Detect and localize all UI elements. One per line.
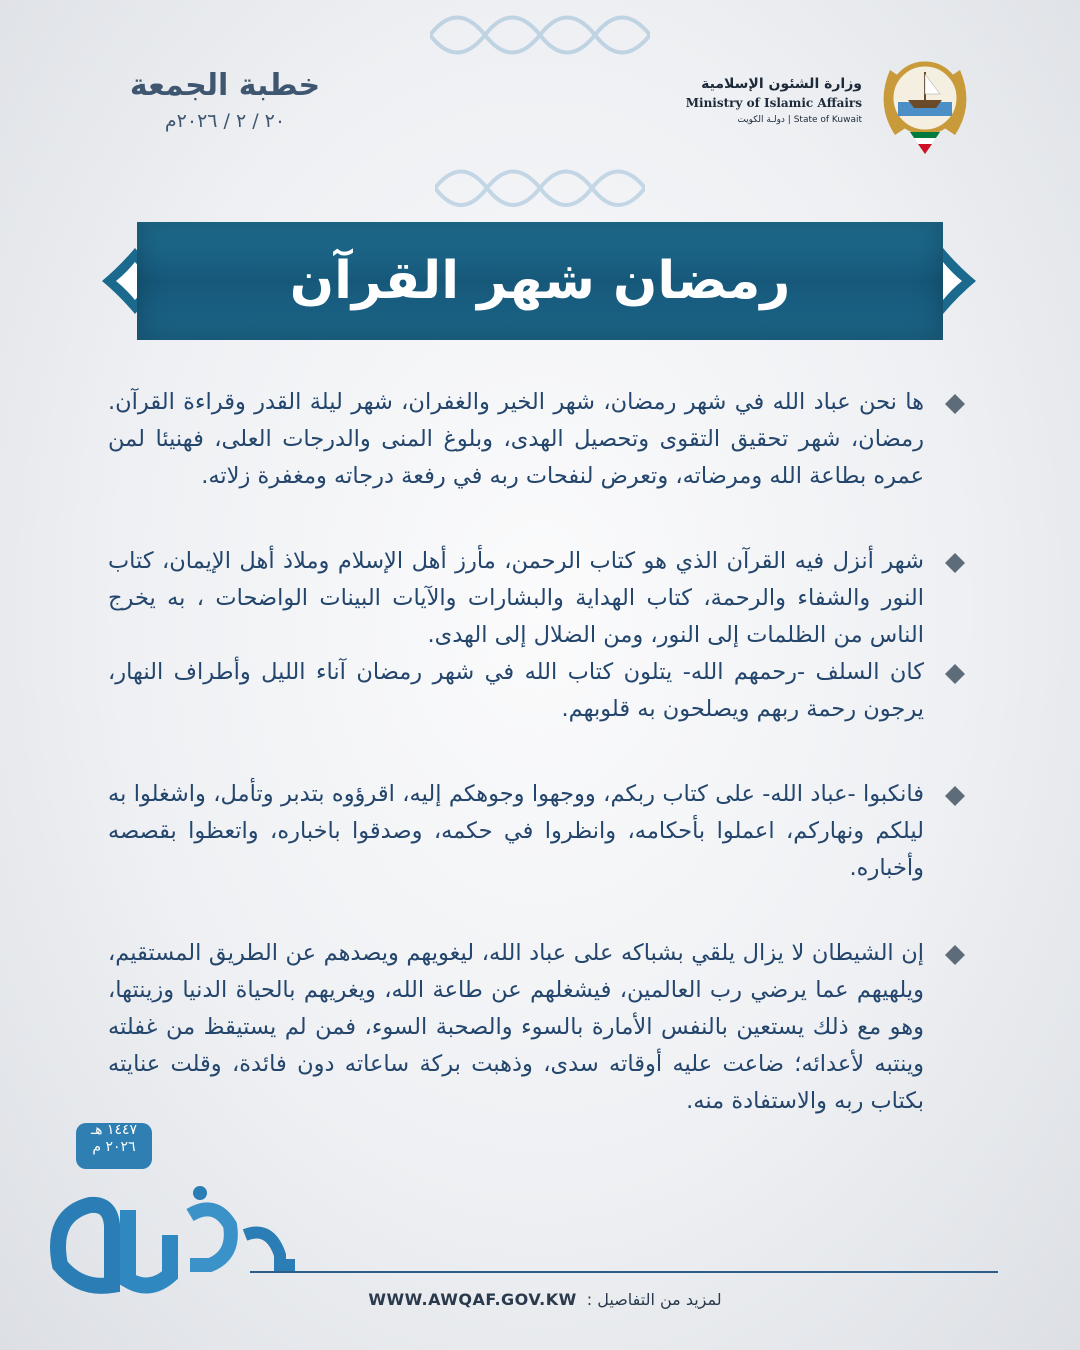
sermon-paragraph xyxy=(108,935,966,1120)
kuwait-emblem-icon xyxy=(870,50,980,160)
paragraph-text: إن الشيطان لا يزال يلقي بشباكه على عباد الله، ليغويهم ويصدهم عن الطريق المستقيم، ويلهيهم عما يرضي رب العالمين، فيشغلهم عن طاعة الله، ويغريهم بالحياة الدنيا وزينتها، وهو مع ذلك يستعين بالنفس الأمارة بالسوء والصحبة السوء، فمن لم يستيقظ من غفلته وينتبه لأعدائه؛ ضاعت عليه أوقاته سدى، وذهبت بركة ساعاته دون فائدة، وقلت عنايته بكتاب ربه والاستفادة منه. xyxy=(108,940,924,1114)
sermon-paragraph xyxy=(108,543,966,654)
diamond-bullet-icon xyxy=(944,785,966,807)
khutba-title: خطبة الجمعة xyxy=(129,68,321,103)
state-of-kuwait-line: State of Kuwait | دولـة الكويت xyxy=(737,115,862,125)
diamond-bullet-icon xyxy=(944,393,966,415)
gregorian-year: ٢٠٢٦ م xyxy=(92,1139,136,1155)
page-title: رمضان شهر القرآن xyxy=(289,251,791,311)
footer xyxy=(330,1290,760,1309)
paragraph-text: ها نحن عباد الله في شهر رمضان، شهر الخير والغفران، شهر ليلة القدر وقراءة القرآن. رمضان، شهر تحقيق التقوى وتحصيل الهدى، وبلوغ المنى والدرجات العلى، فهنيئا لمن عمره بطاعة الله ومرضاته، وتعرض لنفحات ربه في رفعة درجاته ومغفرة زلاته. xyxy=(108,389,924,489)
ministry-name-english: Ministry of Islamic Affairs xyxy=(685,96,862,110)
middle-lattice-pattern xyxy=(435,150,645,225)
sermon-content xyxy=(108,384,966,1120)
diamond-bullet-icon xyxy=(944,663,966,685)
website-link[interactable]: WWW.AWQAF.GOV.KW xyxy=(368,1290,577,1309)
top-lattice-pattern xyxy=(430,0,650,70)
paragraph-text: فانكبوا -عباد الله- على كتاب ربكم، ووجهوا وجوهكم إليه، اقرؤوه بتدبر وتأمل، واشغلوا به ليلكم ونهاركم، اعملوا بأحكامه، وانظروا في حكمه، وصدقوا باخباره، واتعظوا بقصصه وأخباره. xyxy=(108,781,924,881)
ministry-logo-block xyxy=(680,50,980,160)
sermon-paragraph xyxy=(108,654,966,728)
paragraph-text: كان السلف -رحمهم الله- يتلون كتاب الله في شهر رمضان آناء الليل وأطراف النهار، يرجون رحمة ربهم ويصلحون به قلوبهم. xyxy=(108,659,924,722)
footer-label: لمزيد من التفاصيل : xyxy=(586,1290,722,1309)
khutba-header xyxy=(120,68,330,132)
ministry-text xyxy=(672,76,862,125)
title-banner xyxy=(137,222,943,340)
diamond-bullet-icon xyxy=(944,552,966,574)
khutba-date: ٢٠ / ٢ / ٢٠٢٦م xyxy=(164,110,286,132)
hijri-year: ١٤٤٧ هـ xyxy=(90,1122,137,1138)
diamond-bullet-icon xyxy=(944,944,966,966)
ministry-name-arabic: وزارة الشئون الإسلامية xyxy=(701,76,862,92)
sermon-paragraph xyxy=(108,384,966,495)
footer-divider xyxy=(250,1271,998,1273)
paragraph-text: شهر أنزل فيه القرآن الذي هو كتاب الرحمن، مأرز أهل الإسلام وملاذ أهل الإيمان، كتاب النور والشفاء والرحمة، كتاب الهداية والبشارات والآيات البينات الواضحات ، به يخرج الناس من الظلمات إلى النور، ومن الضلال إلى الهدى. xyxy=(108,548,924,648)
ramadan-year-badge xyxy=(76,1122,152,1156)
sermon-paragraph xyxy=(108,776,966,887)
